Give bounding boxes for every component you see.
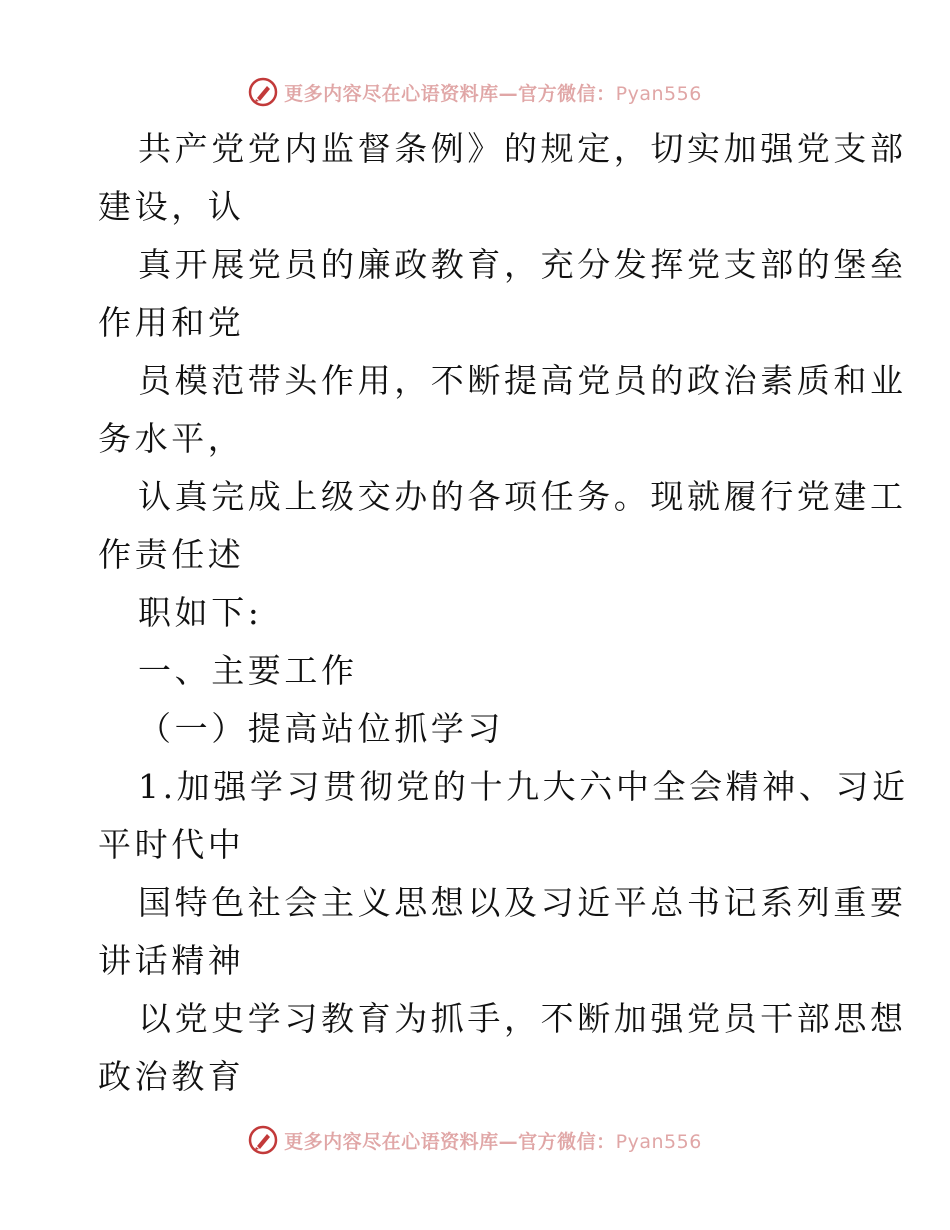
body-line: 真开展党员的廉政教育，充分发挥党支部的堡垒 bbox=[138, 245, 907, 284]
body-line: 平时代中 bbox=[98, 825, 245, 864]
body-line: 员模范带头作用，不断提高党员的政治素质和业 bbox=[138, 361, 907, 400]
body-line: 务水平， bbox=[98, 419, 245, 458]
header-watermark bbox=[0, 72, 950, 112]
document-body bbox=[98, 120, 909, 1106]
pen-logo-icon bbox=[248, 1125, 278, 1155]
body-line: 讲话精神 bbox=[98, 941, 245, 980]
body-line: 作用和党 bbox=[98, 303, 245, 342]
body-line: 建设，认 bbox=[98, 187, 245, 226]
body-line: 以党史学习教育为抓手，不断加强党员干部思想 bbox=[138, 999, 907, 1038]
body-line: 共产党党内监督条例》的规定，切实加强党支部 bbox=[138, 129, 907, 168]
watermark-text: 更多内容尽在心语资料库—官方微信：Pyan556 bbox=[284, 82, 702, 105]
section-heading: 一、主要工作 bbox=[138, 651, 358, 690]
body-line: 1.加强学习贯彻党的十九大六中全会精神、习近 bbox=[138, 767, 909, 806]
watermark-text: 更多内容尽在心语资料库—官方微信：Pyan556 bbox=[284, 1130, 702, 1153]
body-line: 政治教育 bbox=[98, 1057, 245, 1096]
body-line: 作责任述 bbox=[98, 535, 245, 574]
body-line: 认真完成上级交办的各项任务。现就履行党建工 bbox=[138, 477, 907, 516]
footer-watermark bbox=[0, 1120, 950, 1160]
subsection-heading: （一）提高站位抓学习 bbox=[138, 709, 504, 748]
pen-logo-icon bbox=[248, 77, 278, 107]
body-line: 国特色社会主义思想以及习近平总书记系列重要 bbox=[138, 883, 907, 922]
body-line: 职如下: bbox=[138, 593, 263, 632]
